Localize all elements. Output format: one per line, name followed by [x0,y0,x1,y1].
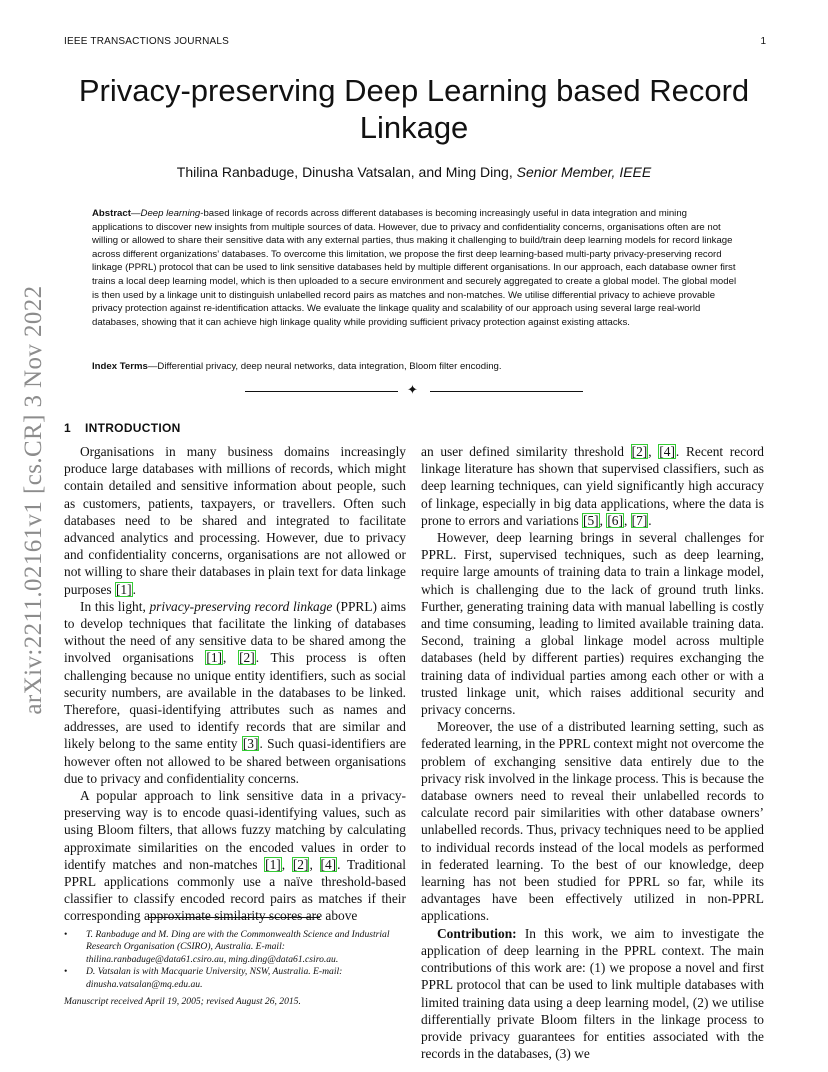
running-header-journal: IEEE TRANSACTIONS JOURNALS [64,36,230,47]
citation-link[interactable]: [7] [631,512,648,528]
manuscript-note: Manuscript received April 19, 2005; revised August 26, 2015. [64,996,301,1007]
citation-link[interactable]: [2] [292,856,309,872]
citation-link[interactable]: [2] [631,444,648,459]
paragraph [64,443,406,598]
citation-link[interactable]: [1] [115,581,132,597]
citation-link[interactable]: [3] [242,736,259,752]
section-title: INTRODUCTION [84,421,181,435]
footnotes [64,929,406,991]
text-run: , [309,856,320,872]
text-run: In this work, we aim to investigate the application of deep learning in the PPRL context. The main contributions of this work are: (1) we propose a novel and first PPRL protocol that can be used to link multiple databases with limited training data using a deep learning model, (2) we utilise differentially private Bloom filters in the linkage process to provide privacy guarantees for entities associated with the records in the databases, (3) we [421,925,764,1062]
text-run: . This process is often challenging because no unique entity identifiers, such as social security numbers, are available in the databases to be linked. Therefore, quasi-identifying attributes such as names and addresses, are used to identify records that are similar and likely belong to the same entity [64,650,406,752]
text-run: , [599,512,607,528]
divider-line-left [245,391,398,392]
abstract [92,207,740,329]
text-run: . Traditional PPRL applications commonly use a naïve threshold-based classifier to classify encoded record pairs as matches if their corresponding approximate similarity scores are above [64,856,406,924]
text-run: , [281,856,292,872]
arxiv-stamp[interactable]: arXiv:2211.02161v1 [cs.CR] 3 Nov 2022 [20,285,47,715]
text-run: In this light, [80,598,150,614]
abstract-dash: — [130,208,141,219]
contribution-label: Contribution: [437,925,517,941]
text-run: . [132,581,136,597]
citation-link[interactable]: [1] [206,650,223,666]
footnote-item [64,929,406,966]
citation-link[interactable]: [5] [583,512,599,528]
emphasis-term: privacy-preserving record linkage [149,598,333,614]
index-terms-text: —Differential privacy, deep neural networks, data integration, Bloom filter encoding. [147,361,502,372]
left-column [64,443,406,925]
text-run: A popular approach to link sensitive data in a privacy-preserving way is to encode quasi-identifying values, such as using Bloom filters, that allows fuzzy matching by calculating approximate similarities on the encoded values in order to identify matches and non-matches [64,788,406,872]
abstract-label: Abstract [92,208,131,219]
paragraph [64,787,406,925]
bullet-icon: • [64,966,68,978]
text-run: . Recent record linkage literature has shown that supervised classifiers, such as deep learning techniques, can yield significantly high accuracy of linkage, especially in big data applications, where the data is prone to errors and variations [421,444,764,528]
citation-link[interactable]: [1] [265,856,281,872]
text-run: , [648,444,659,459]
footnote-text: T. Ranbaduge and M. Ding are with the Commonwealth Science and Industrial Research Organisation (CSIRO), Australia. E-mail: thilina.ranbaduge@data61.csiro.au, ming.ding@data61.csiro.au. [86,929,390,965]
author-names: Thilina Ranbaduge, Dinusha Vatsalan, and Ming Ding, [176,164,513,180]
citation-link[interactable]: [6] [607,512,623,528]
section-heading [64,421,181,435]
citation-link[interactable]: [2] [239,650,255,666]
footnote-item [64,966,406,991]
footnote-rule [148,917,320,918]
bullet-icon: • [64,929,68,940]
citation-link[interactable]: [4] [659,444,675,459]
paragraph [421,443,764,529]
paragraph: However, deep learning brings in several challenges for PPRL. First, supervised techniques, such as deep learning, require large amounts of training data to train a linkage model, which is challenging due to the lack of ground truth links. Further, generating training data with manual labelling is costly and time consuming, leading to limited available training data. Second, training a global linkage model across multiple databases (held by different parties) requires exchanging the training data of individual parties among each other or with a trusted linkage unit, which raises additional security and privacy concerns. [421,530,764,718]
citation-link[interactable]: [4] [320,856,337,872]
abstract-text: -based linkage of records across different databases is becoming increasingly useful in data integration and mining applications to discover new insights from multiple sources of data. However, due to privacy and confidentiality concerns, organisations often are not willing or allowed to share their sensitive data with any external parties, thus making it challenging to build/train deep learning models for record linkage across different organizations’ databases. To overcome this limitation, we propose the first deep learning-based multi-party privacy-preserving record linkage (PPRL) protocol that can be used to link sensitive databases held by multiple different organisations. In our approach, each database owner first trains a local deep learning model, which is then uploaded to a secure environment and securely aggregated to create a global model. The global model is then used by a linkage unit to distinguish unlabelled record pairs as matches and non-matches. We utilise differential privacy to achieve provable privacy protection against re-identification attacks. We evaluate the linkage quality and scalability of our approach using several large real-world databases, showing that it can achieve high linkage quality while providing sufficient privacy protection against existing attacks. [92,208,737,328]
paragraph [64,598,406,787]
index-terms [92,361,740,372]
author-line [64,164,764,180]
text-run: (PPRL) aims to develop techniques that facilitate the linking of databases without the need of any sensitive data to be shared among the involved organisations [64,598,406,666]
divider-diamond-icon: ✦ [407,383,418,398]
text-run: , [223,650,239,666]
text-run: . Such quasi-identifiers are however often not allowed to be shared between organisations due to privacy and confidentiality concerns. [64,736,407,786]
index-terms-label: Index Terms [92,361,148,372]
paragraph [421,925,764,1063]
section-divider [245,383,583,398]
right-column [421,443,764,1062]
page-number: 1 [760,36,766,47]
text-run: Organisations in many business domains increasingly produce large databases with millions of records, which might contain detailed and sensitive information about people, such as customers, patients, taxpayers, or travellers. Often such databases need to be shared and integrated to facilitate advanced analytics and processing. However, due to privacy and confidentiality concerns, organisations are not allowed or not willing to share their databases in plain text for data linkage purposes [64,444,406,597]
paragraph: Moreover, the use of a distributed learning setting, such as federated learning, in the PPRL context might not overcome the problem of exchanging sensitive data entirely due to the privacy risk involved in the linkage process. This is because the database owners need to reveal their unlabelled records to calculate record pair similarities with other database owners’ unlabelled records. Thus, privacy techniques need to be applied to individual records instead of the local models as performed in federated learning. To the best of our knowledge, deep learning has not been studied for PPRL so far, while its advantages have been effectively utilized in non-PPRL applications. [421,719,764,924]
text-run: . [648,512,652,528]
footnote-text: D. Vatsalan is with Macquarie University, NSW, Australia. E-mail: dinusha.vatsalan@mq.edu.au. [86,966,343,990]
text-run: an user defined similarity threshold [421,444,631,459]
text-run: , [623,512,631,528]
abstract-lead: Deep learning [140,208,201,219]
author-role: Senior Member, IEEE [516,164,652,180]
section-number: 1 [64,421,71,435]
paper-title: Privacy-preserving Deep Learning based Record Linkage [78,73,750,145]
divider-line-right [430,391,583,392]
